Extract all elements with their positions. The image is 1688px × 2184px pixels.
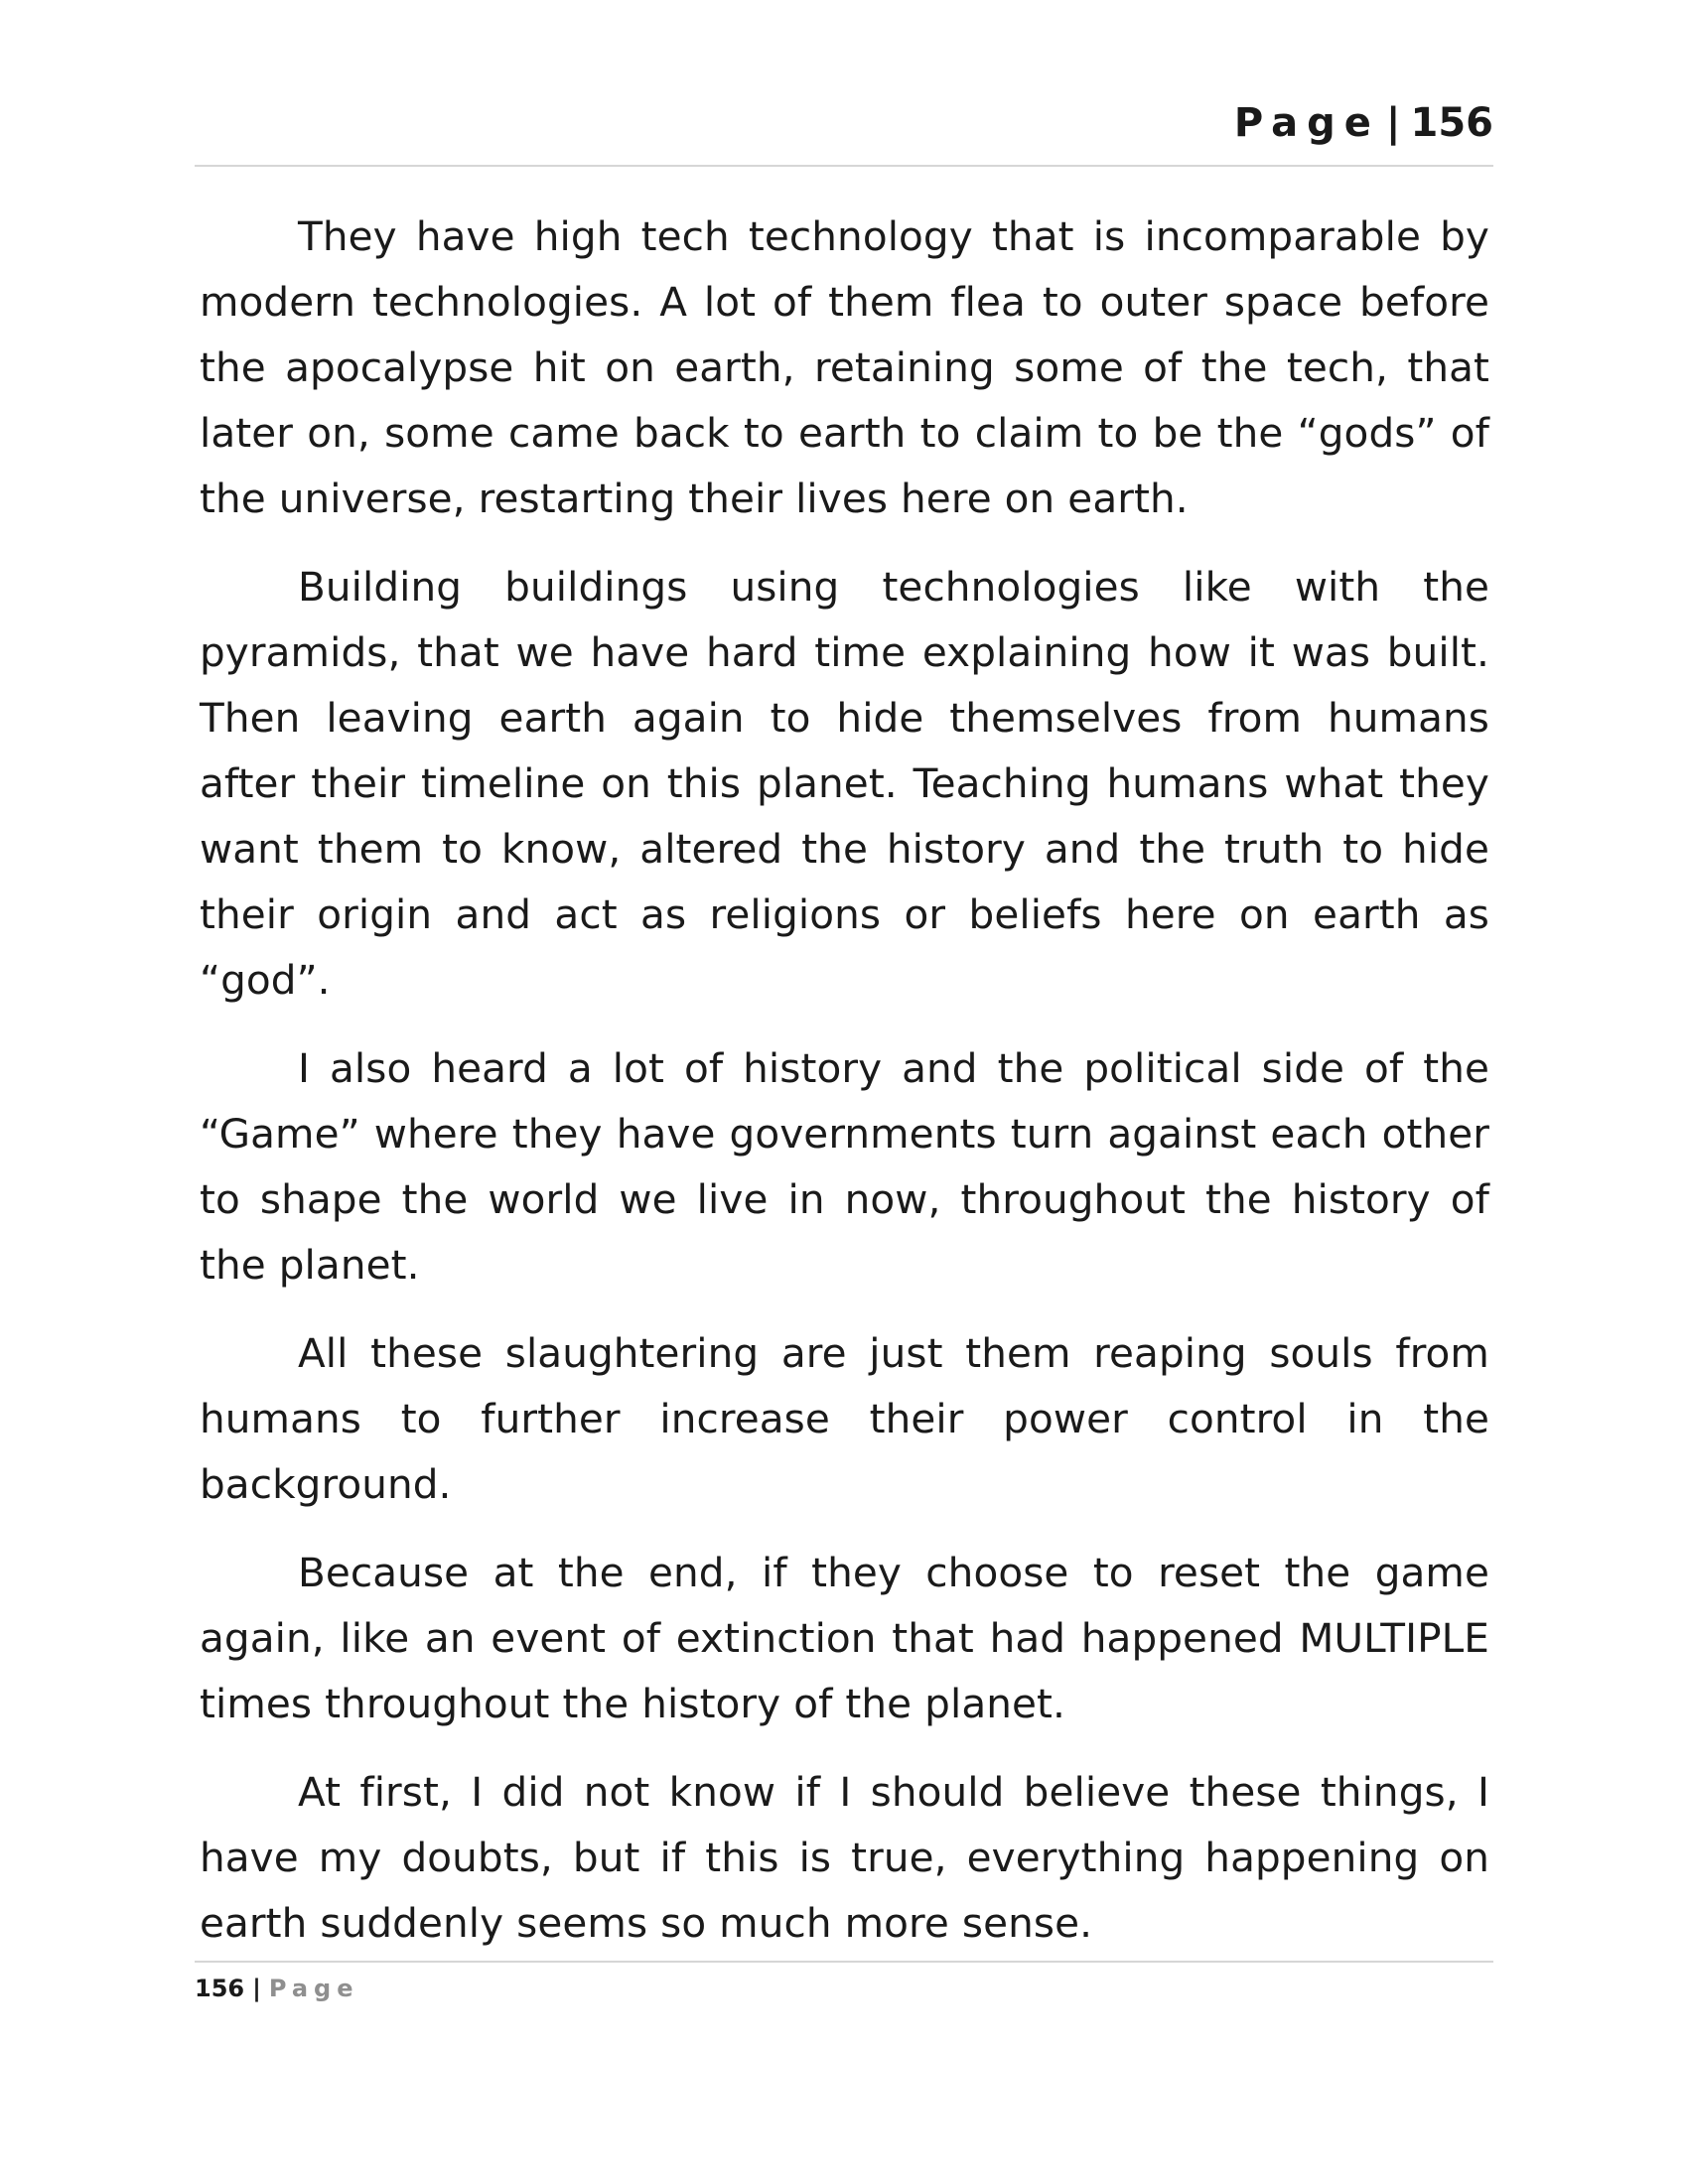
header-label: Page: [1233, 100, 1380, 146]
header-page-label: [1233, 100, 1493, 146]
paragraph: I also heard a lot of history and the political side of the “Game” where they have governments turn against each other to shape the world we live in now, throughout the history of the planet.: [200, 1044, 1489, 1289]
footer-separator: |: [252, 1975, 261, 2002]
footer-label: Page: [268, 1975, 359, 2002]
header-page-number: 156: [1410, 100, 1493, 146]
paragraph: Because at the end, if they choose to reset the game again, like an event of extinction that had happened MULTIPLE times throughout the history of the planet.: [200, 1549, 1489, 1727]
header-separator: |: [1385, 100, 1401, 146]
footer-page-number: 156: [195, 1975, 245, 2002]
paragraph: At first, I did not know if I should believe these things, I have my doubts, but if this is true, everything happening on earth suddenly seems so much more sense.: [200, 1768, 1489, 1947]
paragraph: Building buildings using technologies like with the pyramids, that we have hard time explaining how it was built. Then leaving earth again to hide themselves from humans after their timeline on this planet. Teaching humans what they want them to know, altered the history and the truth to hide their origin and act as religions or beliefs here on earth as “god”.: [200, 563, 1489, 1004]
body-text: [200, 204, 1489, 1979]
page-footer: [195, 1961, 1493, 2000]
paragraph: All these slaughtering are just them reaping souls from humans to further increase their power control in the background.: [200, 1329, 1489, 1508]
paragraph: They have high tech technology that is incomparable by modern technologies. A lot of them flea to outer space before the apocalypse hit on earth, retaining some of the tech, that later on, some came back to earth to claim to be the “gods” of the universe, restarting their lives here on earth.: [200, 212, 1489, 522]
page-header: [195, 100, 1493, 167]
